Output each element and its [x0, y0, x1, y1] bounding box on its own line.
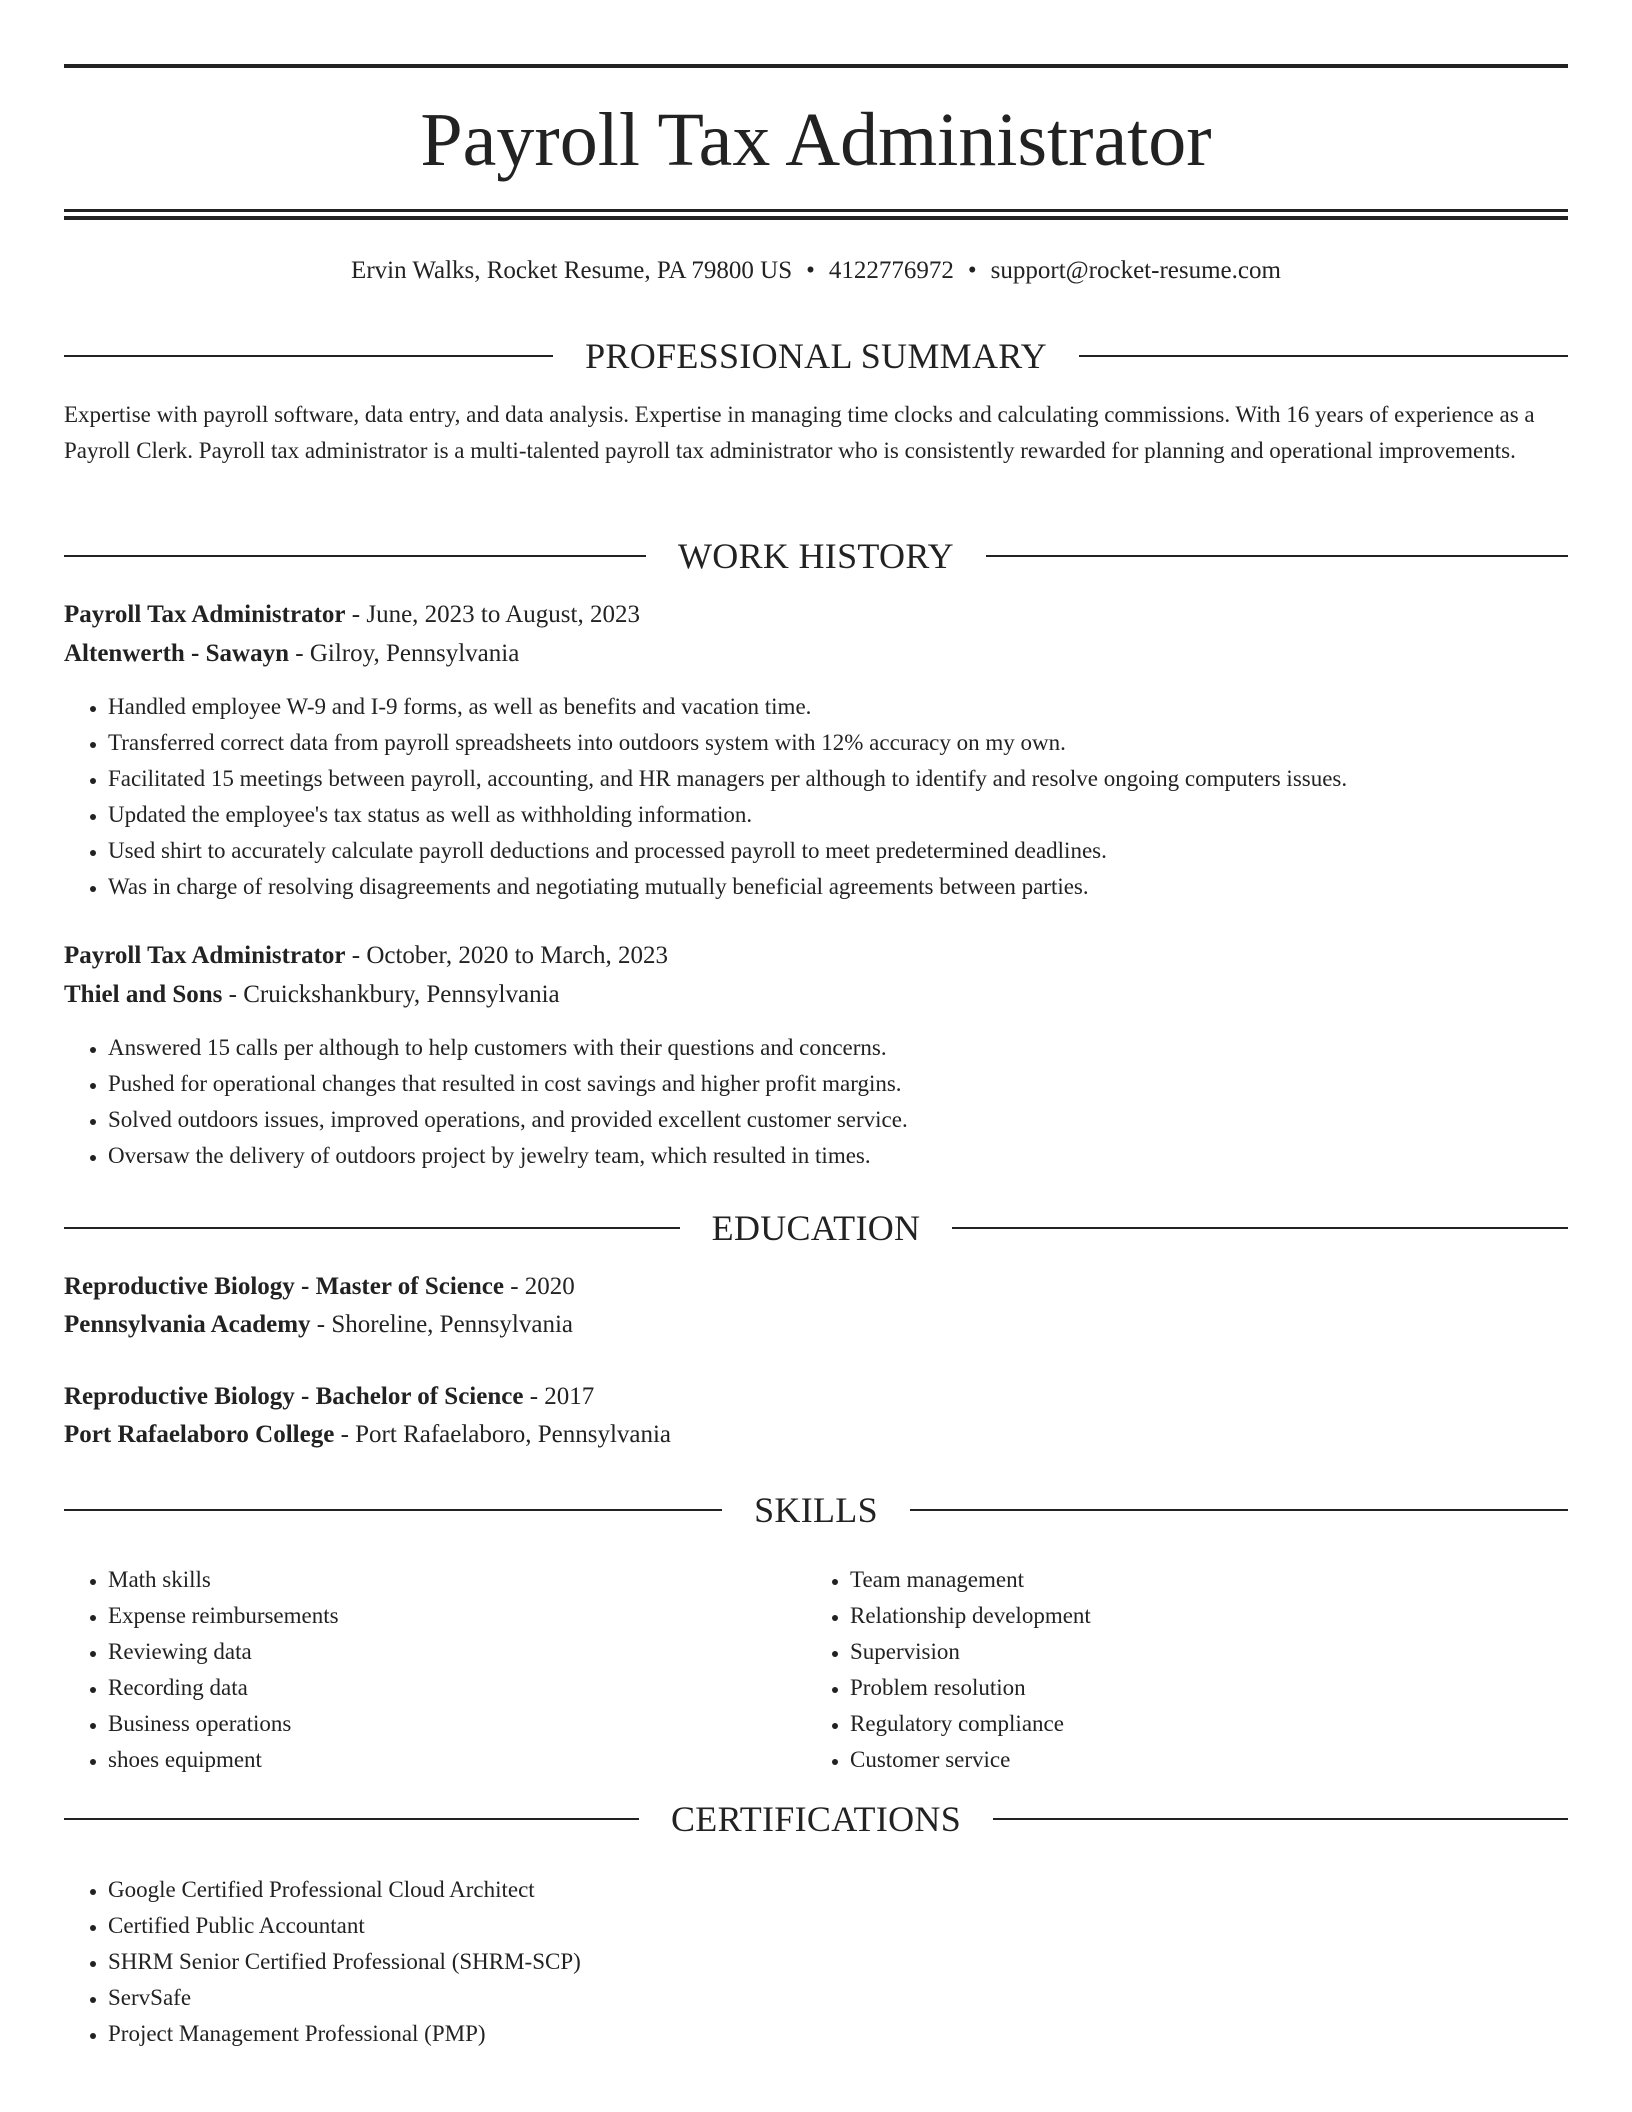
skill-item: • Relationship development	[850, 1598, 1091, 1634]
contact-separator: •	[967, 257, 977, 284]
job-bullet: • Oversaw the delivery of outdoors project by jewelry team, which resulted in times.	[108, 1138, 908, 1174]
section-heading-education	[64, 1206, 1568, 1250]
heading-rule-left	[64, 355, 553, 357]
contact-phone[interactable]: 4122776972	[828, 257, 954, 284]
section-title-education: EDUCATION	[711, 1208, 921, 1248]
job-dates: - June, 2023 to August, 2023	[345, 601, 640, 628]
education-school: Port Rafaelaboro College	[64, 1421, 335, 1448]
job-company: Thiel and Sons	[64, 981, 223, 1008]
certifications-list	[64, 1872, 581, 2052]
education-location: - Port Rafaelaboro, Pennsylvania	[334, 1421, 672, 1448]
summary-text: Expertise with payroll software, data entry, and data analysis. Expertise in managing time clocks and calculating commissions. With 16 years of experience as a Payroll Clerk. Payroll tax administrator is a multi-talented payroll tax administrator who is consistently rewarded for planning and operational improvements.	[64, 402, 1535, 463]
skill-item: • Business operations	[108, 1706, 339, 1742]
job-company-line	[64, 978, 560, 1012]
education-school: Pennsylvania Academy	[64, 1311, 311, 1338]
section-title-work-history: WORK HISTORY	[678, 536, 954, 576]
resume-title: Payroll Tax Administrator	[420, 98, 1212, 182]
skill-item: • Supervision	[850, 1634, 1091, 1670]
job-bullet-list	[64, 689, 1347, 905]
job-bullet: • Transferred correct data from payroll spreadsheets into outdoors system with 12% accuracy on my own.	[108, 725, 1347, 761]
job-bullet: • Solved outdoors issues, improved operations, and provided excellent customer service.	[108, 1102, 908, 1138]
job-bullet: • Was in charge of resolving disagreements and negotiating mutually beneficial agreements between parties.	[108, 869, 1347, 905]
contact-line	[0, 254, 1632, 288]
job-title-line	[64, 939, 668, 973]
job-company-line	[64, 637, 519, 671]
heading-rule-left	[64, 555, 646, 557]
education-degree-line	[64, 1380, 594, 1414]
section-title-summary: PROFESSIONAL SUMMARY	[585, 336, 1047, 376]
skills-list-left	[64, 1562, 339, 1778]
skill-item: • Recording data	[108, 1670, 339, 1706]
header-bottom-rule-thin	[64, 209, 1568, 212]
heading-rule-left	[64, 1818, 639, 1820]
education-school-line	[64, 1308, 573, 1342]
skill-item: • shoes equipment	[108, 1742, 339, 1778]
job-title-line	[64, 598, 640, 632]
certification-item: • ServSafe	[108, 1980, 581, 2016]
section-title-skills: SKILLS	[754, 1490, 878, 1530]
heading-rule-right	[910, 1509, 1568, 1511]
heading-rule-right	[986, 555, 1568, 557]
certification-item: • Project Management Professional (PMP)	[108, 2016, 581, 2052]
job-bullet: • Pushed for operational changes that resulted in cost savings and higher profit margins.	[108, 1066, 908, 1102]
skill-item: • Regulatory compliance	[850, 1706, 1091, 1742]
education-location: - Shoreline, Pennsylvania	[310, 1311, 573, 1338]
section-title-certifications: CERTIFICATIONS	[670, 1799, 962, 1839]
job-dates: - October, 2020 to March, 2023	[345, 942, 669, 969]
job-location: - Cruickshankbury, Pennsylvania	[222, 981, 560, 1008]
heading-rule-right	[993, 1818, 1568, 1820]
contact-email[interactable]: support@rocket-resume.com	[990, 257, 1281, 284]
section-heading-work-history	[64, 534, 1568, 578]
job-bullet: • Handled employee W-9 and I-9 forms, as well as benefits and vacation time.	[108, 689, 1347, 725]
heading-rule-left	[64, 1227, 680, 1229]
job-title: Payroll Tax Administrator	[64, 942, 346, 969]
skill-item: • Problem resolution	[850, 1670, 1091, 1706]
certification-item: • Certified Public Accountant	[108, 1908, 581, 1944]
skill-item: • Expense reimbursements	[108, 1598, 339, 1634]
skill-item: • Team management	[850, 1562, 1091, 1598]
education-year: - 2017	[523, 1383, 595, 1410]
skill-item: • Math skills	[108, 1562, 339, 1598]
skill-item: • Reviewing data	[108, 1634, 339, 1670]
header-top-rule	[64, 64, 1568, 68]
section-heading-summary	[64, 334, 1568, 378]
skills-list-right	[806, 1562, 1091, 1778]
skill-item: • Customer service	[850, 1742, 1091, 1778]
education-degree: Reproductive Biology - Master of Science	[64, 1273, 504, 1300]
section-heading-skills	[64, 1488, 1568, 1532]
certification-item: • Google Certified Professional Cloud Architect	[108, 1872, 581, 1908]
job-bullet: • Updated the employee's tax status as well as withholding information.	[108, 797, 1347, 833]
job-bullet: • Answered 15 calls per although to help customers with their questions and concerns.	[108, 1030, 908, 1066]
job-location: - Gilroy, Pennsylvania	[289, 640, 520, 667]
job-title: Payroll Tax Administrator	[64, 601, 346, 628]
job-bullet: • Used shirt to accurately calculate payroll deductions and processed payroll to meet predetermined deadlines.	[108, 833, 1347, 869]
education-school-line	[64, 1418, 671, 1452]
job-bullet-list	[64, 1030, 908, 1174]
contact-separator: •	[806, 257, 815, 284]
education-degree: Reproductive Biology - Bachelor of Science	[64, 1383, 524, 1410]
education-year: - 2020	[503, 1273, 575, 1300]
header-bottom-rule-thick	[64, 216, 1568, 220]
section-heading-certifications	[64, 1797, 1568, 1841]
heading-rule-left	[64, 1509, 722, 1511]
job-company: Altenwerth - Sawayn	[64, 640, 289, 667]
heading-rule-right	[1079, 355, 1568, 357]
certification-item: • SHRM Senior Certified Professional (SHRM-SCP)	[108, 1944, 581, 1980]
education-degree-line	[64, 1270, 575, 1304]
job-bullet: • Facilitated 15 meetings between payroll, accounting, and HR managers per although to identify and resolve ongoing computers issues.	[108, 761, 1347, 797]
contact-address: Ervin Walks, Rocket Resume, PA 79800 US	[351, 257, 793, 284]
heading-rule-right	[952, 1227, 1568, 1229]
